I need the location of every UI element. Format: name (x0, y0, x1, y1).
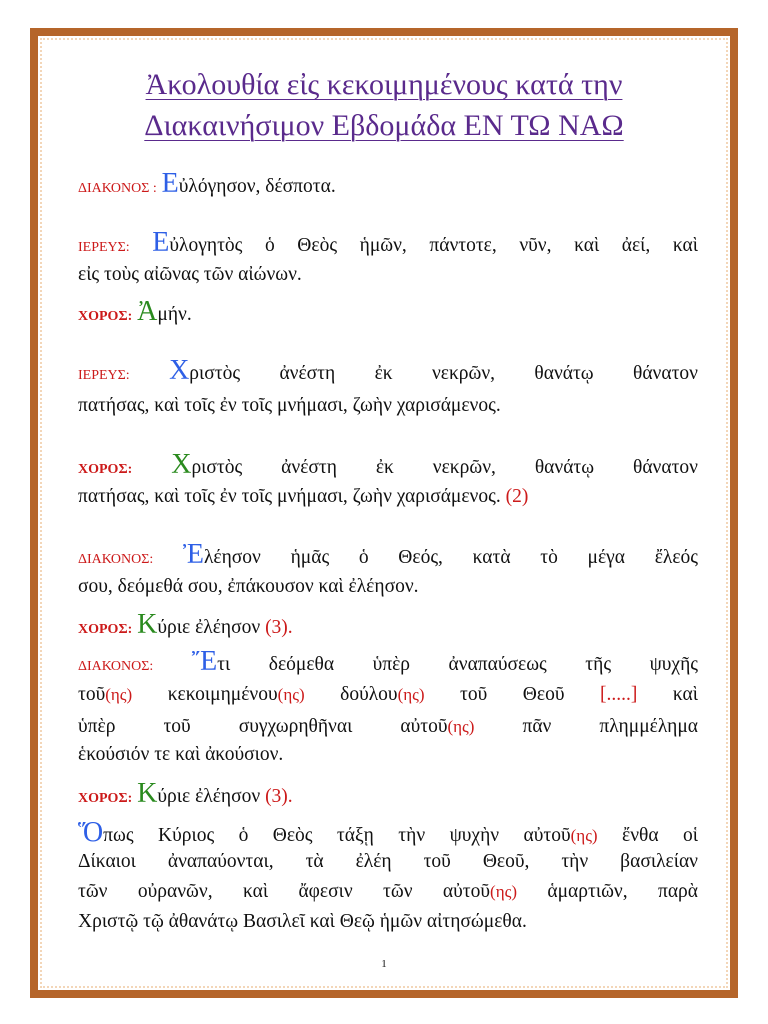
priest-line-4: πατήσας, καὶ τοῖς ἐν τοῖς μνήμασι, ζωὴν χαρισάμενος. (78, 395, 501, 416)
text: καὶ (672, 684, 699, 705)
title-line-2: Διακαινήσιμον Εβδομάδα ΕΝ ΤΩ ΝΑΩ (144, 109, 624, 142)
text: δούλου (340, 684, 398, 705)
text: μήν. (157, 304, 192, 325)
deacon-label: ΔΙΑΚΟΝΟΣ: (78, 659, 154, 674)
suffix-hs: (ης) (277, 685, 305, 704)
initial-capital: Χ (171, 449, 192, 480)
priest-line-1 (78, 229, 698, 257)
closing-line-4: Χριστῷ τῷ ἀθανάτῳ Βασιλεῖ καὶ Θεῷ ἡμῶν αἰτησώμεθα. (78, 911, 527, 932)
initial-capital: Ἔ (191, 646, 218, 677)
deacon-line-5 (78, 684, 698, 706)
deacon-line-3: σου, δεόμεθά σου, ἐπάκουσον καὶ ἐλέησον. (78, 576, 419, 597)
priest-line-3 (78, 357, 698, 385)
deacon-line-1 (78, 170, 698, 198)
text: τοῦ (78, 684, 106, 705)
closing-line-3 (78, 881, 698, 903)
choir-label: ΧΟΡΟΣ: (78, 791, 133, 806)
choir-label: ΧΟΡΟΣ: (78, 309, 133, 324)
page-title (60, 64, 708, 146)
choir-line-5 (78, 780, 698, 808)
initial-capital: Ε (152, 227, 170, 258)
repeat-count: (3). (265, 617, 293, 638)
initial-capital: Χ (169, 355, 190, 386)
deacon-line-4 (78, 648, 698, 676)
text: ύριε ἐλέησον (157, 786, 261, 807)
text: ἔνθα οἱ (622, 825, 698, 846)
initial-capital: Ὅ (78, 817, 104, 848)
deacon-line-6 (78, 716, 698, 738)
text: ὐλόγησον, δέσποτα. (178, 176, 336, 197)
choir-line-2 (78, 451, 698, 479)
suffix-hs: (ης) (490, 882, 517, 901)
closing-line-1 (78, 819, 698, 847)
text: ὑπὲρ τοῦ συγχωρηθῆναι αὐτοῦ (78, 716, 448, 737)
text: κεκοιμημένου (167, 684, 278, 705)
repeat-count: (2) (505, 486, 529, 507)
text: πᾶν πλημμέλημα (522, 716, 698, 737)
choir-line-1 (78, 298, 698, 326)
initial-capital: Ἐ (183, 539, 204, 570)
priest-line-2: εἰς τοὺς αἰῶνας τῶν αἰώνων. (78, 264, 302, 285)
text: Δίκαιοι ἀναπαύονται, τὰ ἐλέη τοῦ Θεοῦ, τὴν βασιλείαν (78, 851, 698, 872)
initial-capital: Κ (137, 609, 158, 640)
priest-label: ΙΕΡΕΥΣ: (78, 368, 130, 383)
text: τι δεόμεθα ὑπὲρ ἀναπαύσεως τῆς ψυχῆς (217, 654, 699, 675)
choir-label: ΧΟΡΟΣ: (78, 462, 133, 477)
text: ριστὸς ἀνέστη ἐκ νεκρῶν, θανάτῳ θάνατον (191, 457, 698, 478)
text: πως Κύριος ὁ Θεὸς τάξῃ τὴν ψυχὴν αὐτοῦ (103, 825, 571, 846)
text: ριστὸς ἀνέστη ἐκ νεκρῶν, θανάτῳ θάνατον (189, 363, 698, 384)
text: λέησον ἡμᾶς ὁ Θεός, κατὰ τὸ μέγα ἔλεός (203, 547, 699, 568)
repeat-count: (3). (265, 786, 293, 807)
suffix-hs: (ης) (570, 826, 598, 845)
deacon-label: ΔΙΑΚΟΝΟΣ: (78, 552, 154, 567)
deacon-line-2 (78, 541, 698, 569)
priest-label: ΙΕΡΕΥΣ: (78, 240, 130, 255)
text: πατήσας, καὶ τοῖς ἐν τοῖς μνήμασι, ζωὴν χαρισάμενος. (78, 486, 501, 507)
deacon-line-7: ἑκούσιόν τε καὶ ἀκούσιον. (78, 744, 284, 765)
page-number: 1 (381, 958, 387, 970)
deacon-label: ΔΙΑΚΟΝΟΣ : (78, 181, 157, 196)
name-blank: [.....] (600, 684, 638, 705)
text: ἁμαρτιῶν, παρὰ (547, 881, 699, 902)
text: τῶν οὐρανῶν, καὶ ἄφεσιν τῶν αὐτοῦ (78, 881, 491, 902)
text: ὐλογητὸς ὁ Θεὸς ἡμῶν, πάντοτε, νῦν, καὶ ἀεί, καὶ (169, 235, 699, 256)
choir-label: ΧΟΡΟΣ: (78, 622, 133, 637)
initial-capital: Ἀ (137, 296, 158, 327)
initial-capital: Κ (137, 778, 158, 809)
closing-line-2 (78, 851, 698, 873)
choir-line-4 (78, 611, 698, 639)
choir-line-3 (78, 486, 698, 508)
suffix-hs: (ης) (105, 685, 133, 704)
suffix-hs: (ης) (397, 685, 425, 704)
suffix-hs: (ης) (447, 717, 475, 736)
title-line-1: Ἀκολουθία εἰς κεκοιμημένους κατά την (145, 68, 623, 101)
initial-capital: Ε (161, 168, 179, 199)
text: τοῦ Θεοῦ (460, 684, 565, 705)
text: ύριε ἐλέησον (157, 617, 261, 638)
